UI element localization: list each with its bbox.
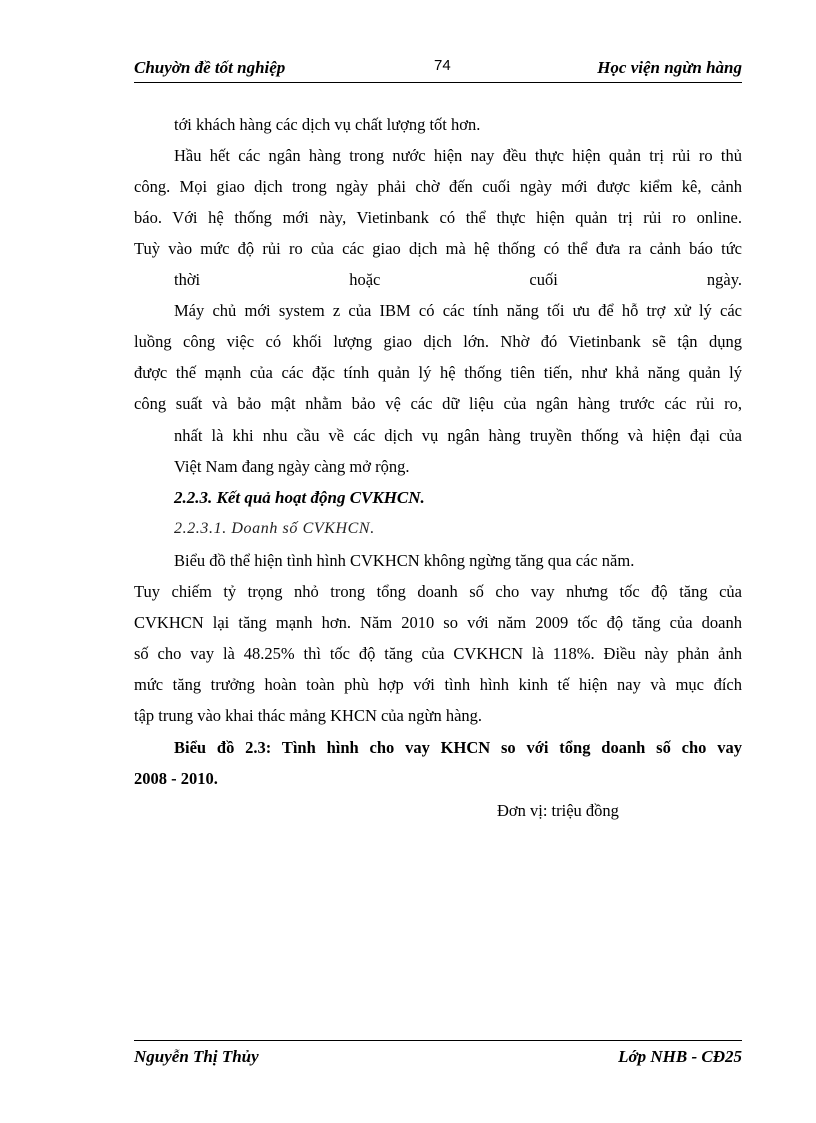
paragraph-line: thời hoặc cuối ngày. [174, 270, 742, 289]
paragraph-line: báo. Với hệ thống mới này, Vietinbank có thể thực hiện quản trị rủi ro online. [134, 208, 742, 227]
page-number: 74 [434, 57, 451, 74]
paragraph-line: CVKHCN lại tăng mạnh hơn. Năm 2010 so với năm 2009 tốc độ tăng của doanh [134, 613, 742, 632]
paragraph-line: Biểu đồ thể hiện tình hình CVKHCN không ngừng tăng qua các năm. [174, 551, 635, 570]
paragraph-line: luồng công việc có khối lượng giao dịch lớn. Nhờ đó Vietinbank sẽ tận dụng [134, 332, 742, 351]
footer-class: Lớp NHB - CĐ25 [618, 1047, 742, 1066]
chart-caption-years: 2008 - 2010. [134, 769, 218, 788]
paragraph-line: được thế mạnh của các đặc tính quản lý hệ thống tiên tiến, như khả năng quản lý [134, 363, 742, 382]
paragraph-line: Tuỳ vào mức độ rủi ro của các giao dịch mà hệ thống có thể đưa ra cảnh báo tức [134, 239, 742, 258]
paragraph-line: Máy chủ mới system z của IBM có các tính năng tối ưu để hỗ trợ xử lý các [174, 301, 742, 320]
paragraph-line: Việt Nam đang ngày càng mở rộng. [174, 457, 410, 476]
paragraph-line: công suất và bảo mật nhằm bảo vệ các dữ liệu của ngân hàng trước các rủi ro, [134, 394, 742, 413]
paragraph-line: tập trung vào khai thác mảng KHCN của ngừn hàng. [134, 706, 483, 725]
section-heading: 2.2.3. Kết quả hoạt động CVKHCN. [174, 488, 425, 507]
paragraph-line: nhất là khi nhu cầu về các dịch vụ ngân hàng truyền thống và hiện đại của [174, 426, 742, 445]
chart-caption: Biểu đồ 2.3: Tình hình cho vay KHCN so với tổng doanh số cho vay [174, 738, 742, 757]
paragraph-line: công. Mọi giao dịch trong ngày phải chờ đến cuối ngày mới được kiểm kê, cảnh [134, 177, 742, 196]
paragraph-line: mức tăng trưởng hoàn toàn phù hợp với tình hình kinh tế hiện nay và mục đích [134, 675, 742, 694]
header-title: Chuyờn đề tốt nghiệp [134, 58, 286, 77]
paragraph-line: tới khách hàng các dịch vụ chất lượng tốt hơn. [174, 115, 481, 134]
paragraph-line: Hầu hết các ngân hàng trong nước hiện nay đều thực hiện quản trị rủi ro thủ [174, 146, 742, 165]
page-footer [134, 1040, 742, 1071]
subsection-heading: 2.2.3.1. Doanh số CVKHCN. [174, 520, 375, 537]
paragraph-line: Tuy chiếm tỷ trọng nhỏ trong tổng doanh số cho vay nhưng tốc độ tăng của [134, 582, 742, 601]
header-institution: Học viện ngừn hàng [597, 58, 742, 77]
paragraph-line: số cho vay là 48.25% thì tốc độ tăng của CVKHCN là 118%. Điều này phản ảnh [134, 644, 742, 663]
unit-note: Đơn vị: triệu đồng [497, 801, 619, 820]
footer-author: Nguyễn Thị Thủy [134, 1047, 259, 1066]
page-header [134, 56, 742, 83]
